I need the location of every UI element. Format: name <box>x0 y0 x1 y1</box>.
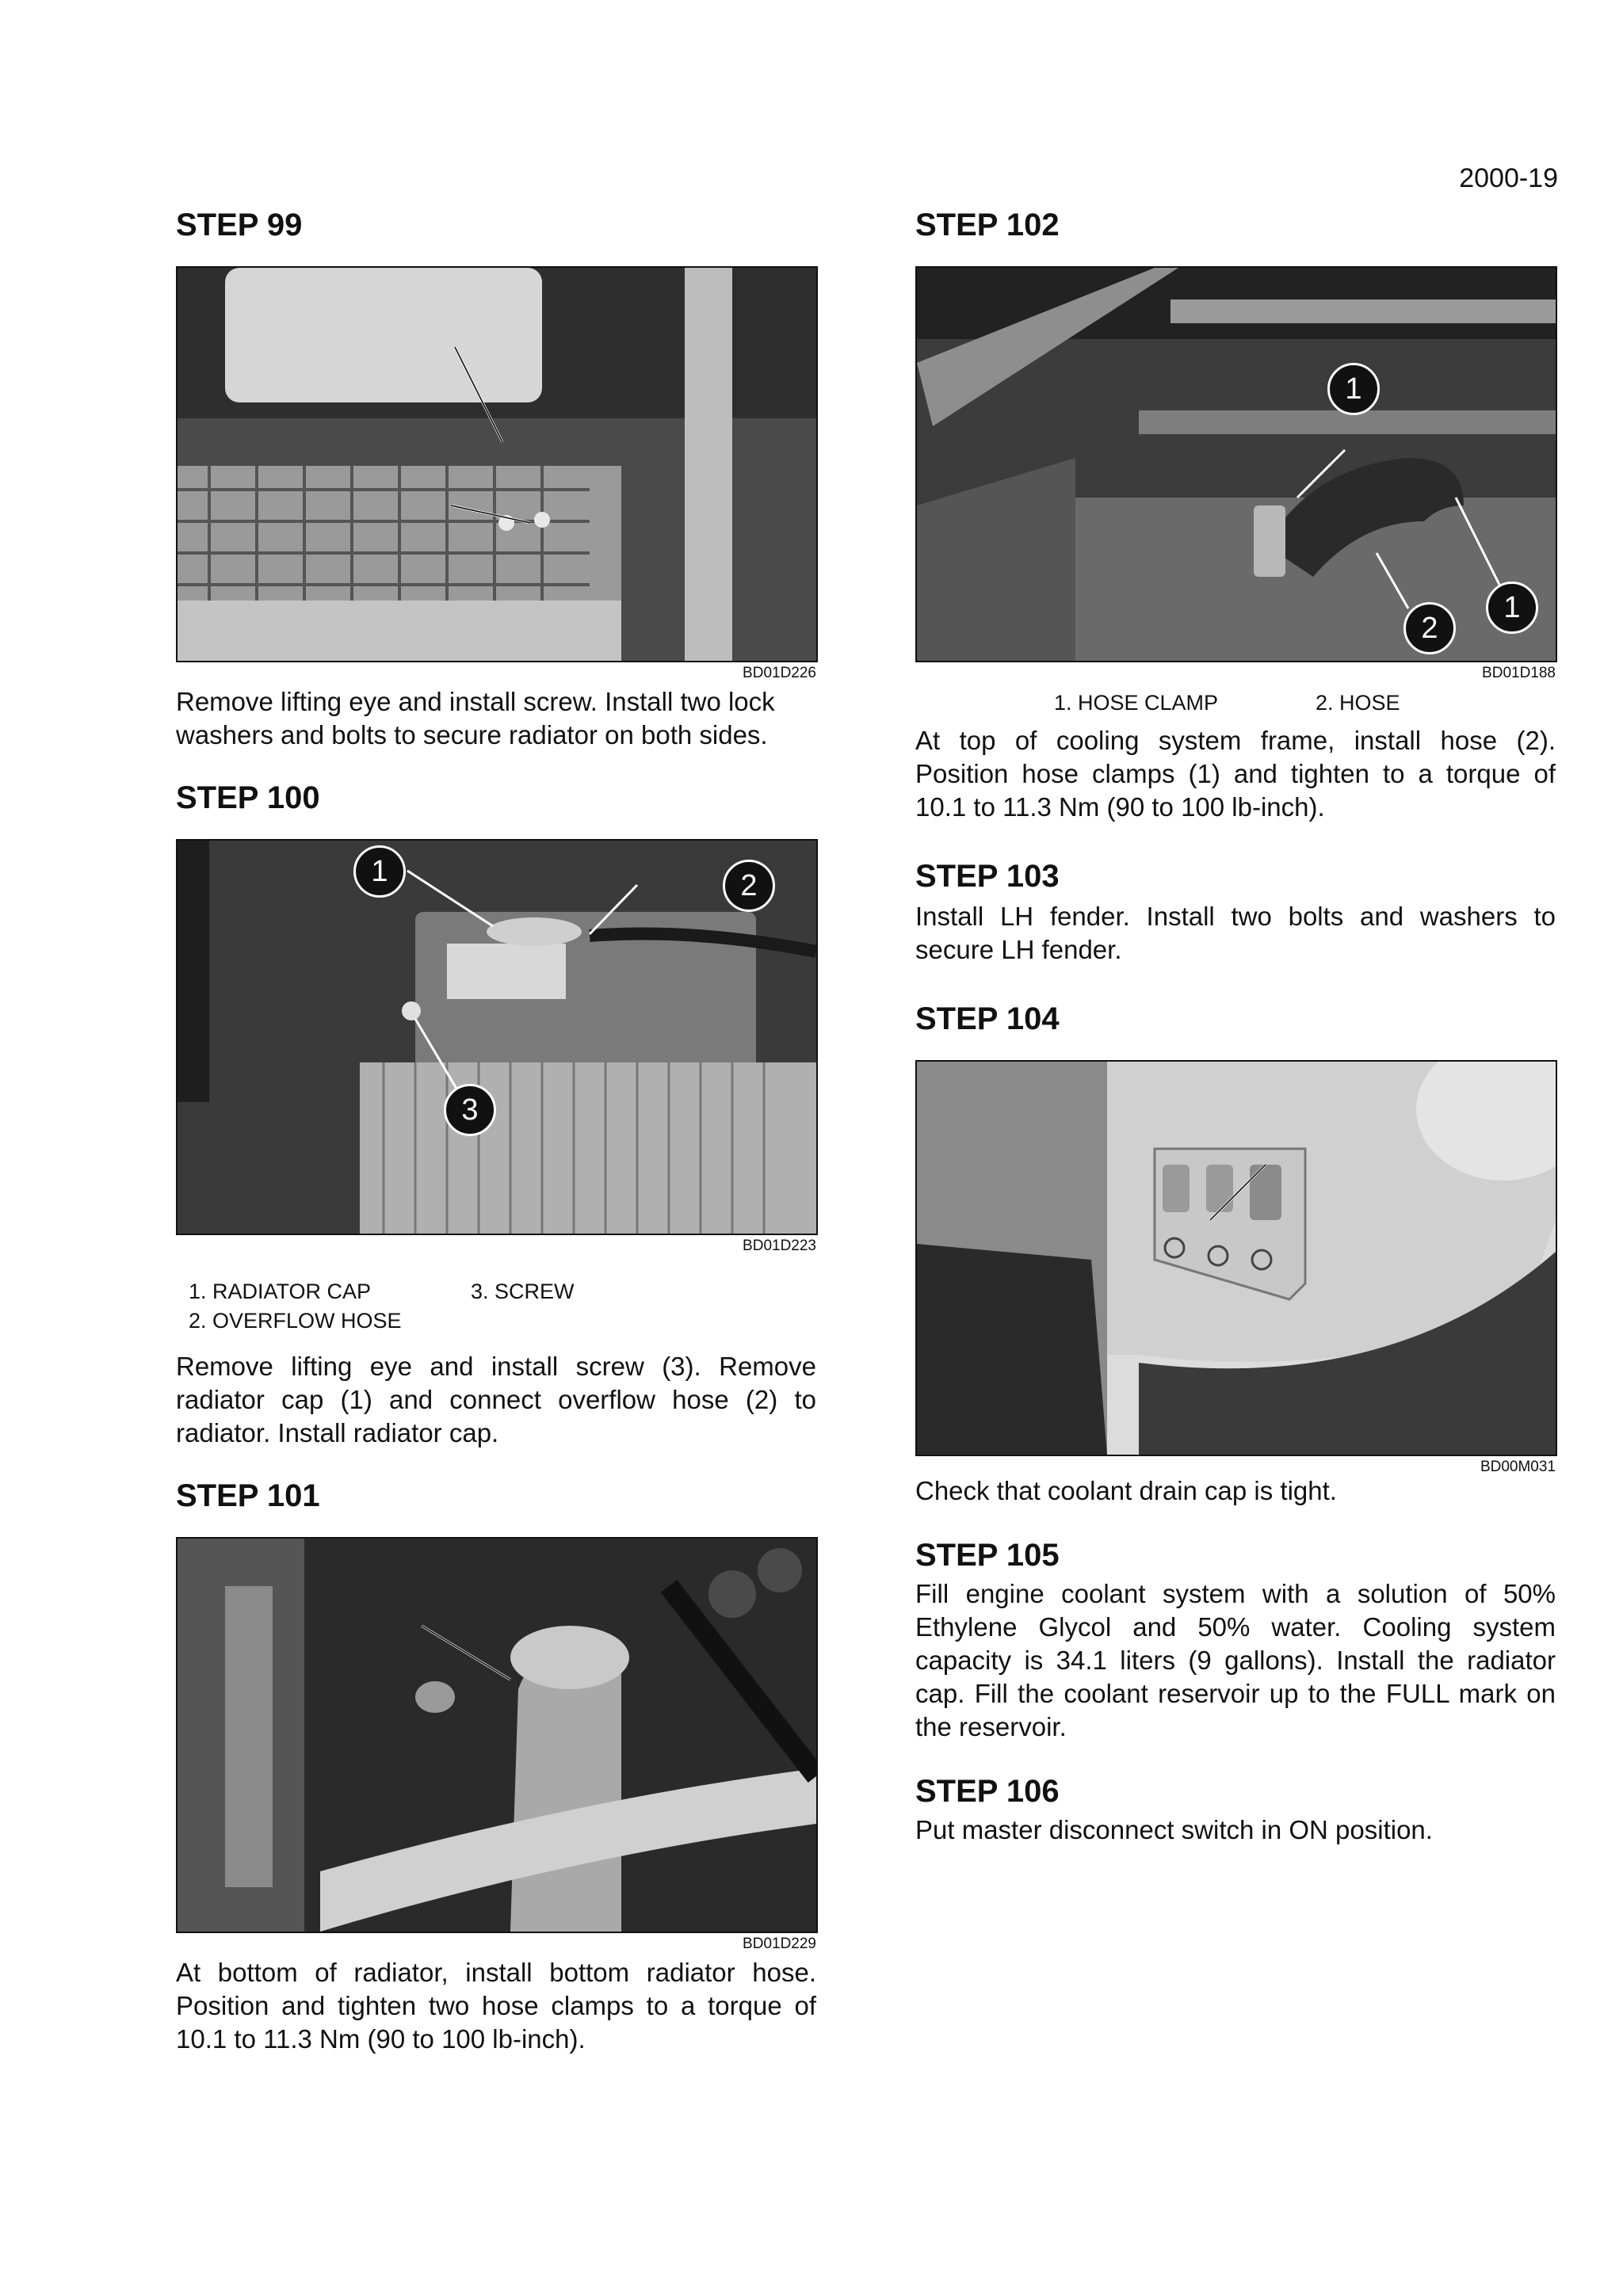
step-description: Put master disconnect switch in ON position. <box>915 1815 1433 1844</box>
step-102-photo <box>915 266 1557 662</box>
legend-item: 2. HOSE <box>1316 691 1400 715</box>
step-99 <box>176 209 816 752</box>
step-title: STEP 103 <box>915 859 1060 894</box>
callout-2: 2 <box>1403 602 1456 654</box>
figure-id: BD01D226 <box>743 665 816 681</box>
step-description: Fill engine coolant system with a solution of 50% Ethylene Glycol and 50% water. Cooling system capacity is 34.1 liters (9 gallons). Install the radiator cap. Fill the coolant reservoir up to the FULL mark on the reservoir. <box>915 1579 1556 1741</box>
step-101-photo <box>176 1537 818 1933</box>
step-description: Check that coolant drain cap is tight. <box>915 1476 1337 1505</box>
callout-3: 3 <box>444 1084 496 1136</box>
callout-1: 1 <box>1327 363 1380 415</box>
step-title: STEP 100 <box>176 780 320 815</box>
step-title: STEP 102 <box>915 208 1060 242</box>
callout-2: 2 <box>723 860 775 912</box>
step-104 <box>915 1003 1556 1508</box>
legend-item: 1. RADIATOR CAP <box>189 1280 372 1303</box>
step-title: STEP 104 <box>915 1001 1060 1036</box>
figure-id: BD01D229 <box>743 1936 816 1952</box>
step-title: STEP 106 <box>915 1774 1060 1809</box>
step-title: STEP 99 <box>176 208 303 242</box>
legend-item: 1. HOSE CLAMP <box>1054 691 1219 715</box>
step-title: STEP 101 <box>176 1478 320 1513</box>
step-title: STEP 105 <box>915 1538 1060 1573</box>
legend-item: 2. OVERFLOW HOSE <box>189 1309 402 1333</box>
figure-id: BD01D188 <box>1482 665 1556 681</box>
step-102 <box>915 209 1556 824</box>
step-description: Remove lifting eye and install screw. Install two lock washers and bolts to secure radiator on both sides. <box>176 687 775 749</box>
left-column <box>176 209 816 2056</box>
right-column <box>915 209 1556 1847</box>
step-description: Install LH fender. Install two bolts and washers to secure LH fender. <box>915 902 1556 964</box>
callout-1: 1 <box>1486 582 1538 634</box>
step-100-photo <box>176 839 818 1235</box>
step-100 <box>176 782 816 1450</box>
figure-legend <box>176 1277 816 1336</box>
step-description: Remove lifting eye and install screw (3). Remove radiator cap (1) and connect overflow hose (2) to radiator. Install radiator cap. <box>176 1352 816 1447</box>
step-description: At bottom of radiator, install bottom radiator hose. Position and tighten two hose clamps to a torque of 10.1 to 11.3 Nm (90 to 100 lb-inch). <box>176 1958 816 2054</box>
step-104-photo <box>915 1060 1557 1456</box>
figure-legend <box>915 688 1556 718</box>
step-105 <box>915 1539 1556 1744</box>
step-101 <box>176 1480 816 2056</box>
step-99-photo <box>176 266 818 662</box>
step-106 <box>915 1775 1556 1847</box>
figure-id: BD00M031 <box>1480 1459 1556 1475</box>
step-description: At top of cooling system frame, install hose (2). Position hose clamps (1) and tighten to a torque of 10.1 to 11.3 Nm (90 to 100 lb-inch). <box>915 726 1556 822</box>
page-number: 2000-19 <box>1459 163 1558 193</box>
callout-1: 1 <box>353 845 406 898</box>
step-103 <box>915 860 1556 967</box>
legend-item: 3. SCREW <box>471 1280 575 1303</box>
figure-id: BD01D223 <box>743 1238 816 1254</box>
